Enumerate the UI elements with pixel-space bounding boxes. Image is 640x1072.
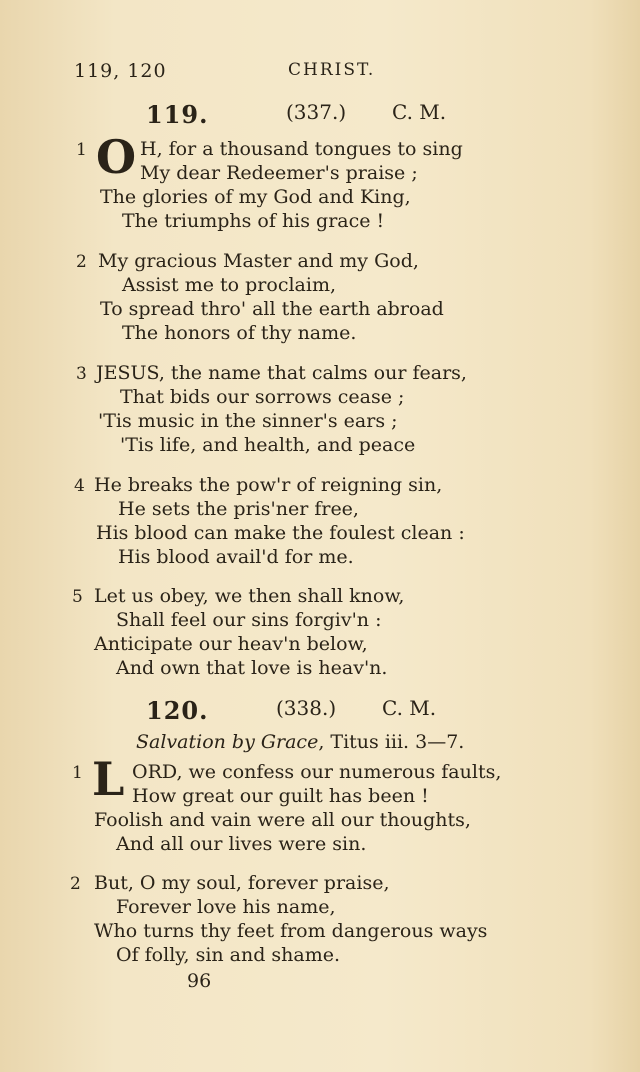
verse-line: His blood can make the foulest clean : (96, 522, 465, 544)
running-head-title: CHRIST. (288, 60, 376, 80)
verse-line: Of folly, sin and shame. (116, 944, 341, 966)
verse-number: 4 (74, 476, 85, 496)
verse-line: His blood avail'd for me. (118, 546, 354, 568)
verse-line: H, for a thousand tongues to sing (140, 138, 463, 160)
verse-number: 3 (76, 364, 87, 384)
verse-line: He sets the pris'ner free, (118, 498, 359, 520)
hymn-alt-number: (337.) (286, 100, 347, 124)
hymn-119-heading (0, 100, 640, 130)
verse-number: 2 (76, 252, 87, 272)
hymn-alt-number: (338.) (276, 696, 337, 720)
verse-line: Shall feel our sins forgiv'n : (116, 609, 382, 631)
verse-line: The glories of my God and King, (100, 186, 411, 208)
subtitle-title: Salvation by Grace (136, 731, 319, 753)
verse-line: Assist me to proclaim, (122, 274, 337, 296)
verse-number: 1 (72, 763, 83, 783)
page-number: 96 (187, 970, 212, 992)
hymn-number: 120. (146, 696, 209, 725)
verse-number: 2 (70, 874, 81, 894)
verse-line: The honors of thy name. (122, 322, 357, 344)
drop-cap: L (92, 752, 125, 806)
verse-line: The triumphs of his grace ! (122, 210, 385, 232)
verse-line: JESUS, the name that calms our fears, (96, 362, 467, 384)
subtitle-reference: , Titus iii. 3—7. (318, 731, 465, 753)
hymn-120-heading (0, 696, 640, 726)
verse-line: My gracious Master and my God, (98, 250, 419, 272)
verse-line: Forever love his name, (116, 896, 336, 918)
verse-number: 5 (72, 587, 83, 607)
running-head (74, 60, 580, 88)
verse-number: 1 (76, 140, 87, 160)
verse-line: 'Tis music in the sinner's ears ; (98, 410, 398, 432)
drop-cap: O (96, 130, 137, 184)
running-head-numbers: 119, 120 (74, 60, 167, 82)
verse-line: How great our guilt has been ! (132, 785, 429, 807)
verse-line: ORD, we confess our numerous faults, (132, 761, 502, 783)
hymn-subtitle (136, 731, 464, 753)
verse-line: That bids our sorrows cease ; (120, 386, 405, 408)
hymn-meter: C. M. (382, 696, 437, 720)
verse-line: To spread thro' all the earth abroad (100, 298, 444, 320)
verse-line: My dear Redeemer's praise ; (140, 162, 418, 184)
verse-line: He breaks the pow'r of reigning sin, (94, 474, 443, 496)
verse-line: 'Tis life, and health, and peace (120, 434, 416, 456)
hymn-number: 119. (146, 100, 209, 129)
verse-line: Anticipate our heav'n below, (94, 633, 368, 655)
hymn-meter: C. M. (392, 100, 447, 124)
verse-line: Foolish and vain were all our thoughts, (94, 809, 471, 831)
verse-line: And own that love is heav'n. (116, 657, 388, 679)
verse-line: Let us obey, we then shall know, (94, 585, 405, 607)
verse-line: Who turns thy feet from dangerous ways (94, 920, 488, 942)
verse-line: And all our lives were sin. (116, 833, 367, 855)
verse-line: But, O my soul, forever praise, (94, 872, 390, 894)
